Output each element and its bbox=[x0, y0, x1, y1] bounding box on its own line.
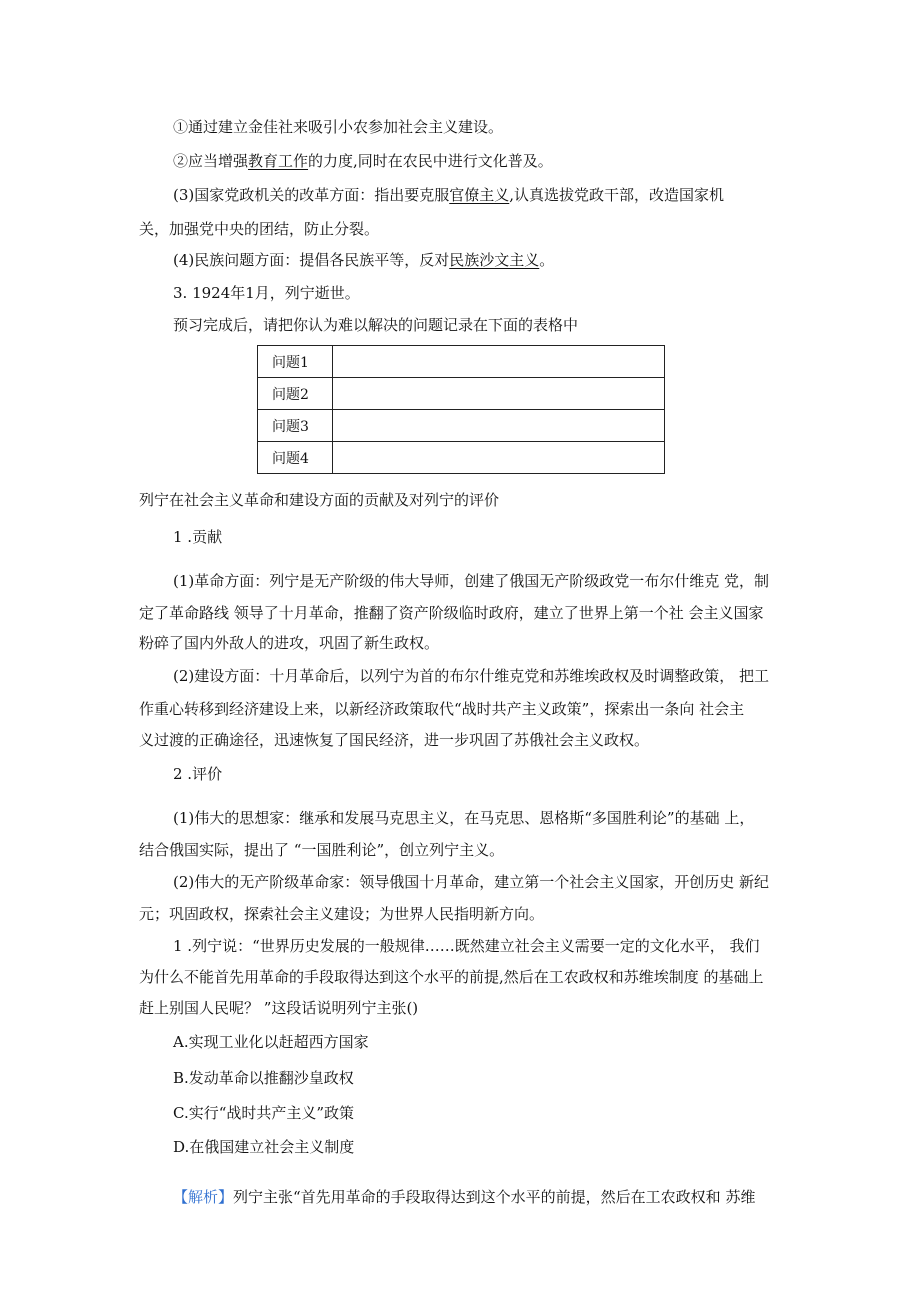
table-cell-empty[interactable] bbox=[333, 442, 665, 474]
text-line: 结合俄国实际，提出了 “一国胜利论”，创立列宁主义。 bbox=[139, 841, 505, 859]
text-span: ②应当增强 bbox=[173, 152, 249, 170]
text-line: 作重心转移到经济建设上来，以新经济政策取代“战时共产主义政策”，探索出一条向 社会主 bbox=[139, 700, 745, 718]
table-cell-label: 问题2 bbox=[258, 378, 333, 410]
text-line: 3. 1924年1月，列宁逝世。 bbox=[173, 284, 360, 302]
heading-evaluation: 2 .评价 bbox=[173, 765, 223, 783]
text-line: (2)伟大的无产阶级革命家：领导俄国十月革命，建立第一个社会主义国家，开创历史 新纪 bbox=[173, 873, 770, 891]
analysis-line bbox=[173, 1187, 755, 1207]
text-span: 的力度,同时在农民中进行文化普及。 bbox=[308, 152, 553, 170]
table-cell-empty[interactable] bbox=[333, 378, 665, 410]
text-line: 关，加强党中央的团结，防止分裂。 bbox=[139, 220, 380, 238]
option-d[interactable]: D.在俄国建立社会主义制度 bbox=[173, 1138, 355, 1156]
table-row bbox=[258, 442, 665, 474]
question-stem: 1 .列宁说：“世界历史发展的一般规律……既然建立社会主义需要一定的文化水平， 我们 bbox=[173, 937, 760, 955]
text-span: 。 bbox=[539, 251, 555, 269]
table-cell-empty[interactable] bbox=[333, 346, 665, 378]
table-row bbox=[258, 410, 665, 442]
table-cell-label: 问题4 bbox=[258, 442, 333, 474]
text-line: (2)建设方面：十月革命后，以列宁为首的布尔什维克党和苏维埃政权及时调整政策， 把工 bbox=[173, 667, 770, 685]
section-title: 列宁在社会主义革命和建设方面的贡献及对列宁的评价 bbox=[139, 491, 500, 509]
text-span: (3)国家党政机关的改革方面：指出要克服 bbox=[173, 186, 450, 204]
text-span: (4)民族问题方面：提倡各民族平等，反对 bbox=[173, 251, 450, 269]
underlined-term: 教育工作 bbox=[248, 152, 309, 170]
option-c[interactable]: C.实行“战时共产主义”政策 bbox=[173, 1104, 355, 1122]
option-b[interactable]: B.发动革命以推翻沙皇政权 bbox=[173, 1069, 354, 1087]
table-row bbox=[258, 346, 665, 378]
analysis-text: 列宁主张“首先用革命的手段取得达到这个水平的前提，然后在工农政权和 苏维 bbox=[233, 1188, 756, 1206]
table-row bbox=[258, 378, 665, 410]
text-line: 定了革命路线 领导了十月革命，推翻了资产阶级临时政府，建立了世界上第一个社 会主义国家 bbox=[139, 604, 764, 622]
option-a[interactable]: A.实现工业化以赶超西方国家 bbox=[173, 1033, 369, 1051]
table-cell-label: 问题1 bbox=[258, 346, 333, 378]
analysis-tag: 【解析】 bbox=[173, 1188, 234, 1206]
text-line: 粉碎了国内外敌人的进攻，巩固了新生政权。 bbox=[139, 634, 440, 652]
text-span: ,认真选拔党政干部，改造国家机 bbox=[509, 186, 725, 204]
text-line: 预习完成后，请把你认为难以解决的问题记录在下面的表格中 bbox=[173, 316, 579, 334]
underlined-term: 民族沙文主义 bbox=[449, 251, 540, 269]
text-line bbox=[173, 185, 724, 205]
text-line: (1)伟大的思想家：继承和发展马克思主义，在马克思、恩格斯“多国胜利论”的基础 上， bbox=[173, 809, 755, 827]
text-line: 元；巩固政权，探索社会主义建设；为世界人民指明新方向。 bbox=[139, 905, 545, 923]
text-line: (1)革命方面：列宁是无产阶级的伟大导师，创建了俄国无产阶级政党一布尔什维克 党，制 bbox=[173, 572, 770, 590]
text-line bbox=[173, 151, 553, 171]
text-line bbox=[173, 250, 554, 270]
text-line: ①通过建立金佳社来吸引小农参加社会主义建设。 bbox=[173, 118, 504, 136]
question-stem: 赶上别国人民呢？ ”这段话说明列宁主张() bbox=[139, 999, 419, 1017]
question-table bbox=[257, 345, 665, 474]
question-stem: 为什么不能首先用革命的手段取得达到这个水平的前提,然后在工农政权和苏维埃制度 的基础上 bbox=[139, 968, 764, 986]
table-cell-empty[interactable] bbox=[333, 410, 665, 442]
table-cell-label: 问题3 bbox=[258, 410, 333, 442]
underlined-term: 官僚主义 bbox=[449, 186, 510, 204]
heading-contribution: 1 .贡献 bbox=[173, 528, 223, 546]
text-line: 义过渡的正确途径，迅速恢复了国民经济，进一步巩固了苏俄社会主义政权。 bbox=[139, 731, 650, 749]
